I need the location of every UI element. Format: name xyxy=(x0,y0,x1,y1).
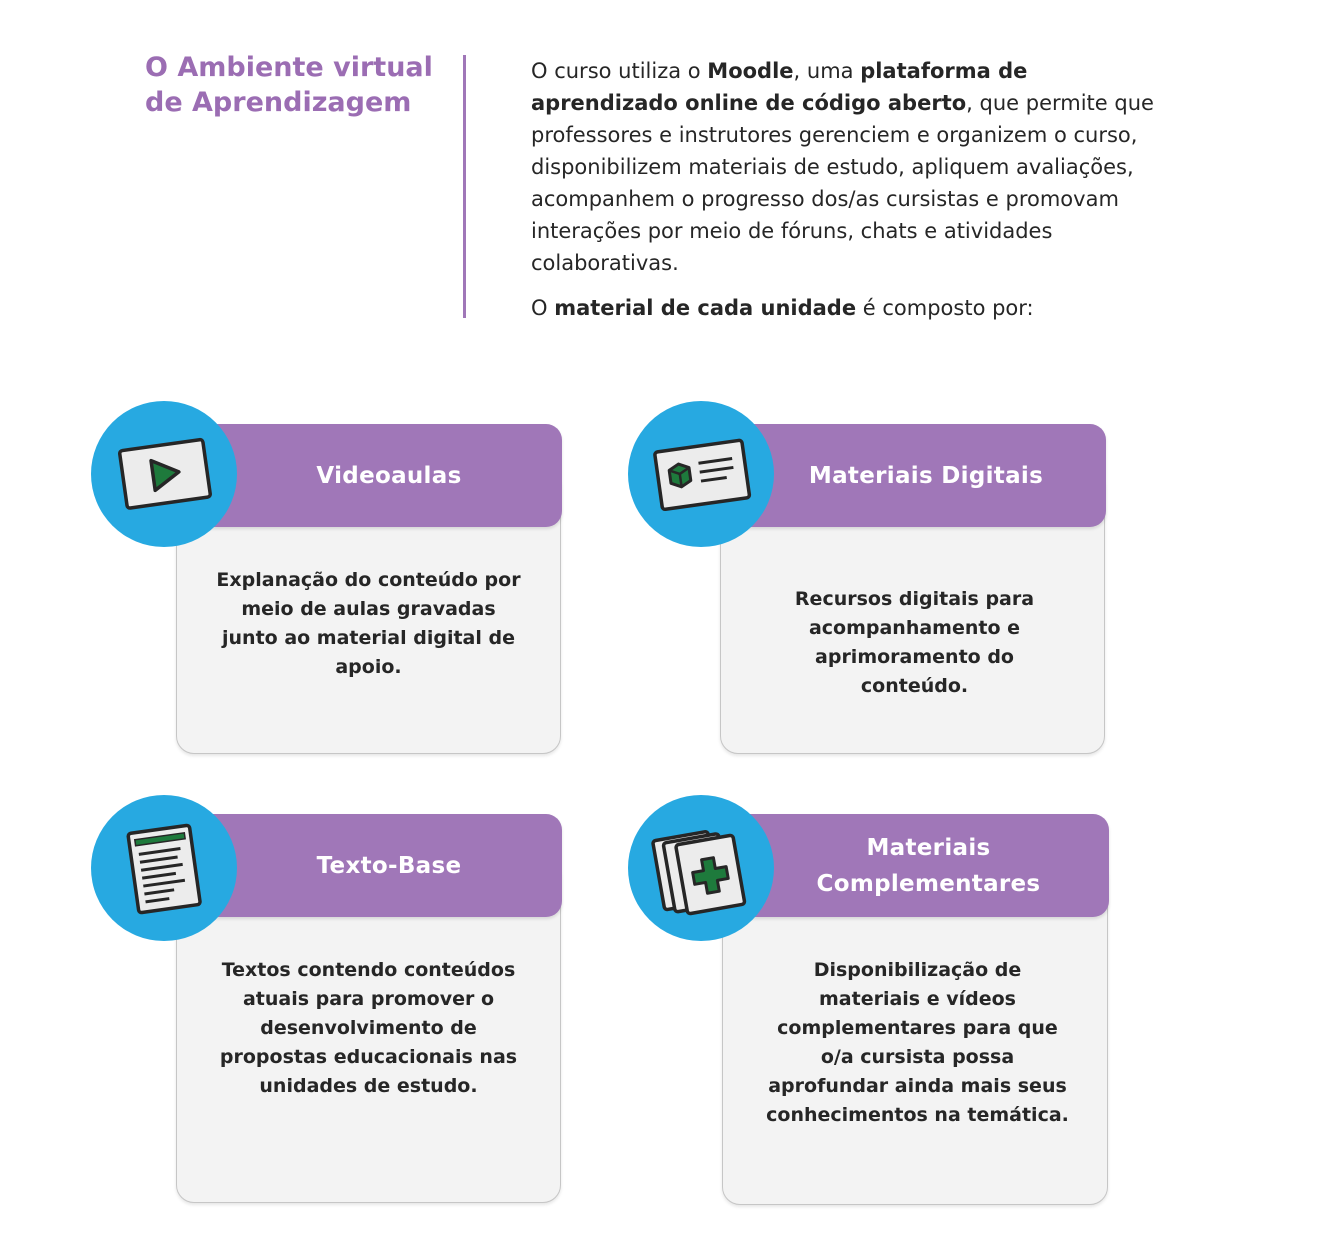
page-title xyxy=(145,50,445,120)
emphasis-text: material de cada unidade xyxy=(554,296,857,320)
card-title-line1: Materiais xyxy=(866,834,991,861)
card-description: Recursos digitais para acompanhamento e aprimoramento do conteúdo. xyxy=(794,588,1035,697)
card-title: Materiais Digitais xyxy=(808,462,1044,489)
card-icon-circle xyxy=(91,795,237,941)
card-description: Disponibilização de materiais e vídeos complementares para que o/a cursista possa aprofundar ainda mais seus conhecimentos na temática. xyxy=(766,959,1069,1126)
card-description: Textos contendo conteúdos atuais para promover o desenvolvimento de propostas educacionais nas unidades de estudo. xyxy=(219,959,518,1097)
digital-card-icon xyxy=(646,419,756,529)
emphasis-text: plataforma de aprendizado online de código aberto xyxy=(531,59,1028,115)
card-icon-circle xyxy=(628,795,774,941)
card-header xyxy=(720,424,1106,527)
emphasis-text: Moodle xyxy=(707,59,794,83)
card-icon-circle xyxy=(91,401,237,547)
vertical-divider xyxy=(463,55,466,318)
page-title-line2: de Aprendizagem xyxy=(145,87,412,118)
card-description: Explanação do conteúdo por meio de aulas gravadas junto ao material digital de apoio. xyxy=(216,569,521,678)
card-title: Videoaulas xyxy=(316,462,462,489)
body-text: O xyxy=(531,296,555,320)
page-title-line1: O Ambiente virtual xyxy=(145,52,433,83)
intro-paragraph xyxy=(531,55,1181,279)
material-composition-paragraph xyxy=(531,292,1181,324)
card-title: Texto-Base xyxy=(316,852,462,879)
body-text: , uma xyxy=(793,59,861,83)
stacked-cards-plus-icon xyxy=(646,813,756,923)
body-text: é composto por: xyxy=(856,296,1034,320)
card-title-line2: Complementares xyxy=(816,870,1041,897)
intro-text xyxy=(531,55,1181,324)
body-text: O curso utiliza o xyxy=(531,59,708,83)
card-icon-circle xyxy=(628,401,774,547)
video-play-icon xyxy=(109,419,219,529)
card-header xyxy=(722,814,1109,917)
card-title xyxy=(817,830,1041,902)
document-text-icon xyxy=(109,813,219,923)
body-text: , que permite que professores e instrutores gerenciem e organizem o curso, disponibilizem materiais de estudo, apliquem avaliações, acompanhem o progresso dos/as cursistas e promovam interações por meio de fóruns, chats e atividades colaborativas. xyxy=(531,91,1154,275)
